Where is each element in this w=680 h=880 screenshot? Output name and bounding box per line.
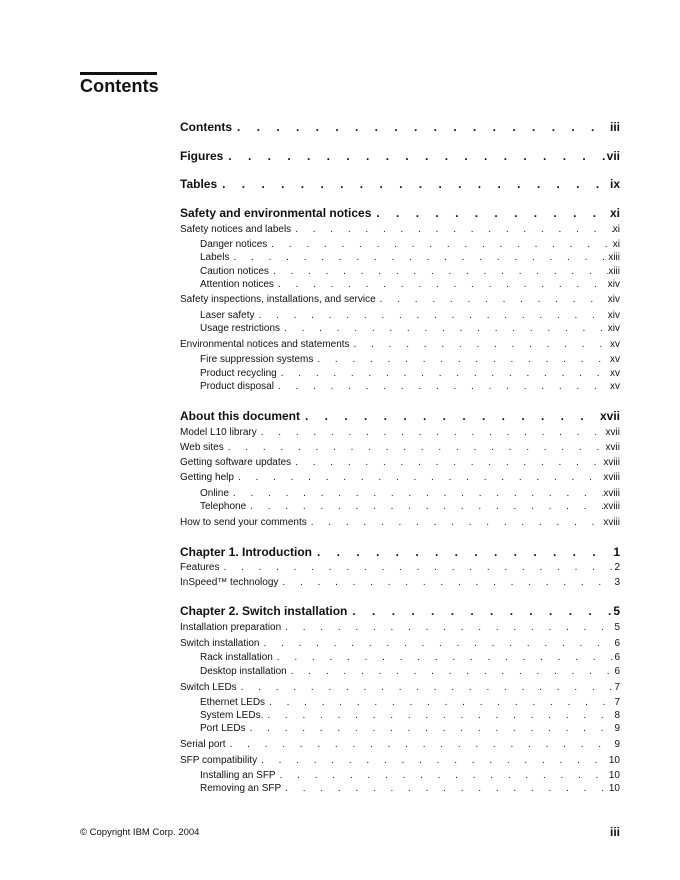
- toc-leader-dots: [295, 223, 613, 236]
- toc-leader-dots: [237, 120, 610, 135]
- toc-entry-label: Safety notices and labels: [180, 224, 292, 235]
- toc-leader-dots: [250, 722, 615, 735]
- toc-entry-label: Contents: [180, 120, 232, 134]
- toc-entry[interactable]: [200, 353, 620, 366]
- toc-entry-page: 6: [614, 652, 620, 663]
- toc-leader-dots: [233, 487, 603, 500]
- toc-leader-dots: [305, 409, 600, 424]
- toc-leader-dots: [281, 367, 610, 380]
- toc-entry-page: xv: [610, 339, 620, 350]
- toc-entry[interactable]: [200, 769, 620, 782]
- toc-entry-label: Product disposal: [200, 381, 274, 392]
- toc-entry-page: 6: [614, 638, 620, 649]
- toc-entry[interactable]: [180, 293, 620, 306]
- toc-entry[interactable]: [200, 309, 620, 322]
- toc-leader-dots: [269, 696, 614, 709]
- toc-entry[interactable]: [200, 696, 620, 709]
- toc-entry-page: xi: [612, 239, 620, 250]
- toc-entry-label: Danger notices: [200, 239, 268, 250]
- toc-entry-label: SFP compatibility: [180, 755, 258, 766]
- toc-entry-page: vii: [606, 149, 620, 163]
- toc-entry-label: Port LEDs: [200, 723, 246, 734]
- toc-entry-label: Features: [180, 562, 220, 573]
- toc-leader-dots: [278, 278, 608, 291]
- toc-entry[interactable]: [200, 238, 620, 251]
- toc-leader-dots: [267, 709, 614, 722]
- toc-leader-dots: [311, 516, 604, 529]
- toc-entry-label: Getting software updates: [180, 457, 292, 468]
- toc-entry-label: Laser safety: [200, 310, 255, 321]
- toc-entry-page: xv: [610, 368, 620, 379]
- toc-leader-dots: [285, 621, 614, 634]
- toc-leader-dots: [317, 353, 610, 366]
- toc-entry-page: xv: [610, 381, 620, 392]
- toc-entry-page: xiii: [608, 252, 620, 263]
- toc-entry[interactable]: [200, 665, 620, 678]
- toc-entry-label: Usage restrictions: [200, 323, 281, 334]
- toc-entry-label: Switch installation: [180, 638, 260, 649]
- page-number: iii: [609, 825, 620, 839]
- toc-entry[interactable]: [180, 177, 620, 192]
- toc-entry[interactable]: [180, 441, 620, 454]
- toc-entry-page: 9: [614, 739, 620, 750]
- toc-entry-label: Attention notices: [200, 279, 274, 290]
- toc-leader-dots: [376, 206, 610, 221]
- toc-entry[interactable]: [180, 409, 620, 424]
- toc-entry-page: 5: [613, 604, 620, 618]
- toc-leader-dots: [277, 651, 615, 664]
- toc-entry-page: 10: [608, 783, 620, 794]
- toc-leader-dots: [380, 293, 608, 306]
- toc-leader-dots: [241, 681, 615, 694]
- page-title: Contents: [80, 76, 159, 96]
- toc-entry-label: Getting help: [180, 472, 234, 483]
- toc-entry-label: System LEDs.: [200, 710, 264, 721]
- toc-entry[interactable]: [180, 637, 620, 650]
- toc-entry-label: How to send your comments: [180, 517, 307, 528]
- toc-entry[interactable]: [200, 651, 620, 664]
- toc-entry-label: Rack installation: [200, 652, 273, 663]
- toc-leader-dots: [295, 456, 603, 469]
- toc-entry-label: Caution notices: [200, 266, 269, 277]
- toc-leader-dots: [228, 441, 606, 454]
- toc-entry-page: xiv: [607, 294, 620, 305]
- toc-entry-page: 9: [614, 723, 620, 734]
- toc-leader-dots: [317, 545, 613, 560]
- title-rule: [80, 72, 157, 75]
- toc-entry-page: xviii: [603, 501, 620, 512]
- toc-entry-label: Tables: [180, 177, 218, 191]
- toc-entry-label: Labels: [200, 252, 230, 263]
- toc-leader-dots: [273, 265, 608, 278]
- toc-entry-page: 5: [614, 622, 620, 633]
- toc-entry[interactable]: [200, 782, 620, 795]
- toc-entry-page: 6: [614, 666, 620, 677]
- toc-leader-dots: [285, 782, 609, 795]
- toc-leader-dots: [238, 471, 603, 484]
- toc-entry-label: Chapter 1. Introduction: [180, 545, 312, 559]
- toc-leader-dots: [282, 576, 614, 589]
- toc-entry-page: xviii: [603, 457, 620, 468]
- toc-entry[interactable]: [200, 500, 620, 513]
- toc-entry[interactable]: [180, 681, 620, 694]
- toc-entry[interactable]: [200, 322, 620, 335]
- toc-leader-dots: [261, 426, 606, 439]
- toc-entry[interactable]: [180, 738, 620, 751]
- toc-entry-page: xv: [610, 354, 620, 365]
- toc-leader-dots: [291, 665, 615, 678]
- toc-entry-label: Telephone: [200, 501, 247, 512]
- toc-entry[interactable]: [180, 516, 620, 529]
- toc-leader-dots: [271, 238, 613, 251]
- toc-entry-page: xvii: [605, 442, 620, 453]
- toc-entry-label: Chapter 2. Switch installation: [180, 604, 348, 618]
- toc-entry-label: About this document: [180, 409, 300, 423]
- toc-entry-label: Model L10 library: [180, 427, 257, 438]
- toc-entry-label: InSpeed™ technology: [180, 577, 279, 588]
- toc-entry[interactable]: [180, 561, 620, 574]
- toc-entry-page: iii: [609, 120, 620, 134]
- toc-leader-dots: [352, 604, 613, 619]
- toc-entry-page: xviii: [603, 488, 620, 499]
- toc-entry-label: Removing an SFP: [200, 783, 282, 794]
- toc-entry-page: xvii: [599, 409, 620, 423]
- toc-entry-label: Product recycling: [200, 368, 277, 379]
- toc-entry-page: xviii: [603, 517, 620, 528]
- toc-entry[interactable]: [180, 754, 620, 767]
- toc-entry-label: Web sites: [180, 442, 224, 453]
- toc-entry[interactable]: [180, 621, 620, 634]
- toc-entry-page: xi: [609, 206, 620, 220]
- toc-entry-label: Safety and environmental notices: [180, 206, 372, 220]
- toc-entry[interactable]: [180, 545, 620, 560]
- toc-entry[interactable]: [200, 722, 620, 735]
- toc-entry-page: xiv: [607, 310, 620, 321]
- toc-entry-page: 3: [614, 577, 620, 588]
- toc-entry-label: Installation preparation: [180, 622, 282, 633]
- toc-entry-page: xiv: [607, 323, 620, 334]
- toc-entry-label: Figures: [180, 149, 224, 163]
- toc-leader-dots: [284, 322, 608, 335]
- toc-entry-page: 2: [614, 562, 620, 573]
- toc-leader-dots: [222, 177, 610, 192]
- toc-entry-label: Safety inspections, installations, and service: [180, 294, 376, 305]
- toc-entry[interactable]: [180, 576, 620, 589]
- toc-entry[interactable]: [200, 367, 620, 380]
- toc-entry-page: xiv: [607, 279, 620, 290]
- toc-entry[interactable]: [180, 604, 620, 619]
- toc-entry[interactable]: [180, 149, 620, 164]
- toc-entry[interactable]: [200, 487, 620, 500]
- toc-entry[interactable]: [200, 709, 620, 722]
- toc-entry-page: xvii: [605, 427, 620, 438]
- toc-entry[interactable]: [180, 456, 620, 469]
- toc-entry-label: Desktop installation: [200, 666, 287, 677]
- toc-entry[interactable]: [200, 265, 620, 278]
- toc-entry-page: 10: [608, 755, 620, 766]
- toc-entry-label: Environmental notices and statements: [180, 339, 350, 350]
- toc-entry[interactable]: [200, 251, 620, 264]
- toc-entry[interactable]: [180, 206, 620, 221]
- toc-entry-page: 10: [608, 770, 620, 781]
- toc-entry[interactable]: [180, 223, 620, 236]
- toc-entry[interactable]: [180, 338, 620, 351]
- toc-leader-dots: [278, 380, 610, 393]
- toc-entry[interactable]: [180, 471, 620, 484]
- toc-leader-dots: [263, 637, 614, 650]
- toc-entry-label: Installing an SFP: [200, 770, 276, 781]
- toc-entry-page: ix: [609, 177, 620, 191]
- toc-entry[interactable]: [180, 120, 620, 135]
- toc-entry[interactable]: [180, 426, 620, 439]
- toc-leader-dots: [250, 500, 603, 513]
- toc-entry-label: Switch LEDs: [180, 682, 237, 693]
- toc-entry-page: 7: [614, 682, 620, 693]
- toc-leader-dots: [280, 769, 609, 782]
- toc-entry-page: 8: [614, 710, 620, 721]
- toc-entry-page: 7: [614, 697, 620, 708]
- toc-entry-label: Ethernet LEDs: [200, 697, 266, 708]
- toc-leader-dots: [233, 251, 608, 264]
- toc-leader-dots: [230, 738, 615, 751]
- toc-leader-dots: [228, 149, 606, 164]
- toc-entry-label: Online: [200, 488, 229, 499]
- toc-entry-page: xiii: [608, 266, 620, 277]
- toc-leader-dots: [258, 309, 607, 322]
- copyright-notice: © Copyright IBM Corp. 2004: [80, 827, 200, 838]
- toc-entry-page: xi: [612, 224, 620, 235]
- toc-entry[interactable]: [200, 278, 620, 291]
- toc-leader-dots: [354, 338, 610, 351]
- toc-entry[interactable]: [200, 380, 620, 393]
- toc-entry-page: xviii: [603, 472, 620, 483]
- toc-leader-dots: [261, 754, 609, 767]
- toc-entry-label: Fire suppression systems: [200, 354, 314, 365]
- toc-entry-label: Serial port: [180, 739, 226, 750]
- toc-entry-page: 1: [613, 545, 620, 559]
- toc-leader-dots: [223, 561, 614, 574]
